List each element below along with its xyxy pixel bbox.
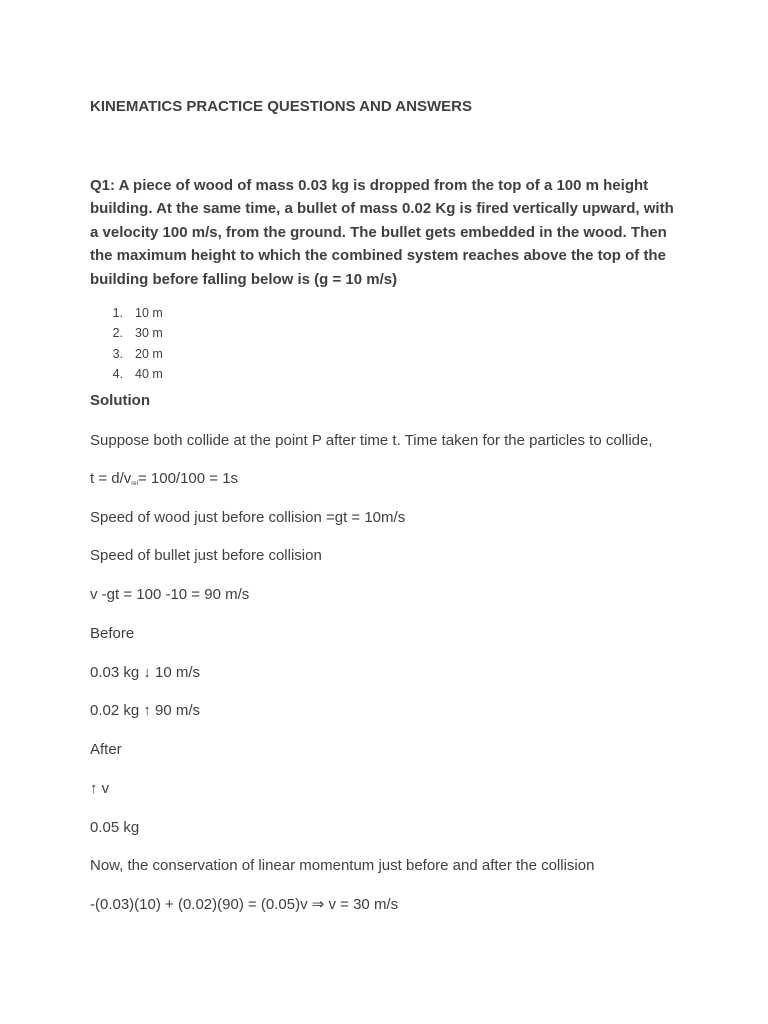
time-equation-prefix: t = d/v: [90, 470, 132, 487]
option-number: 4.: [112, 367, 123, 382]
option-text: 10 m: [135, 306, 163, 320]
before-wood-line: 0.03 kg ↓ 10 m/s: [90, 664, 201, 681]
wood-speed-text: Speed of wood just before collision =gt = 10m/s: [90, 509, 406, 526]
solution-intro: Suppose both collide at the point P after time t. Time taken for the particles to collide,: [90, 432, 653, 449]
solution-heading: Solution: [90, 392, 150, 409]
option-text: 20 m: [135, 346, 163, 361]
before-bullet-line: 0.02 kg ↑ 90 m/s: [90, 702, 201, 719]
document-title: KINEMATICS PRACTICE QUESTIONS AND ANSWERS: [90, 98, 472, 115]
after-velocity-line: ↑ v: [90, 780, 110, 797]
after-label: After: [90, 741, 122, 758]
bullet-speed-equation: v -gt = 100 -10 = 90 m/s: [90, 586, 250, 603]
time-equation: [90, 470, 238, 493]
time-equation-subscript: rel: [131, 481, 138, 487]
momentum-text: Now, the conservation of linear momentum just before and after the collision: [90, 857, 595, 874]
after-mass-line: 0.05 kg: [90, 819, 140, 836]
option-number: 3.: [112, 346, 123, 361]
question-text: Q1: A piece of wood of mass 0.03 kg is dropped from the top of a 100 m height building. At the same time, a bullet of mass 0.02 Kg is fired vertically upward, with a velocity 100 m/s, from the ground. The bullet gets embedded in the wood. Then the maximum height to which the combined system reaches above the top of the building before falling below is (g = 10 m/s): [90, 177, 674, 288]
option-number: 2.: [112, 326, 123, 341]
bullet-speed-label: Speed of bullet just before collision: [90, 547, 322, 564]
before-label: Before: [90, 625, 135, 642]
time-equation-suffix: = 100/100 = 1s: [137, 470, 239, 487]
momentum-equation: -(0.03)(10) + (0.02)(90) = (0.05)v ⇒ v = 30 m/s: [90, 896, 399, 913]
option-text: 40 m: [135, 367, 163, 382]
option-number: 1.: [112, 306, 123, 320]
option-text: 30 m: [135, 326, 163, 341]
